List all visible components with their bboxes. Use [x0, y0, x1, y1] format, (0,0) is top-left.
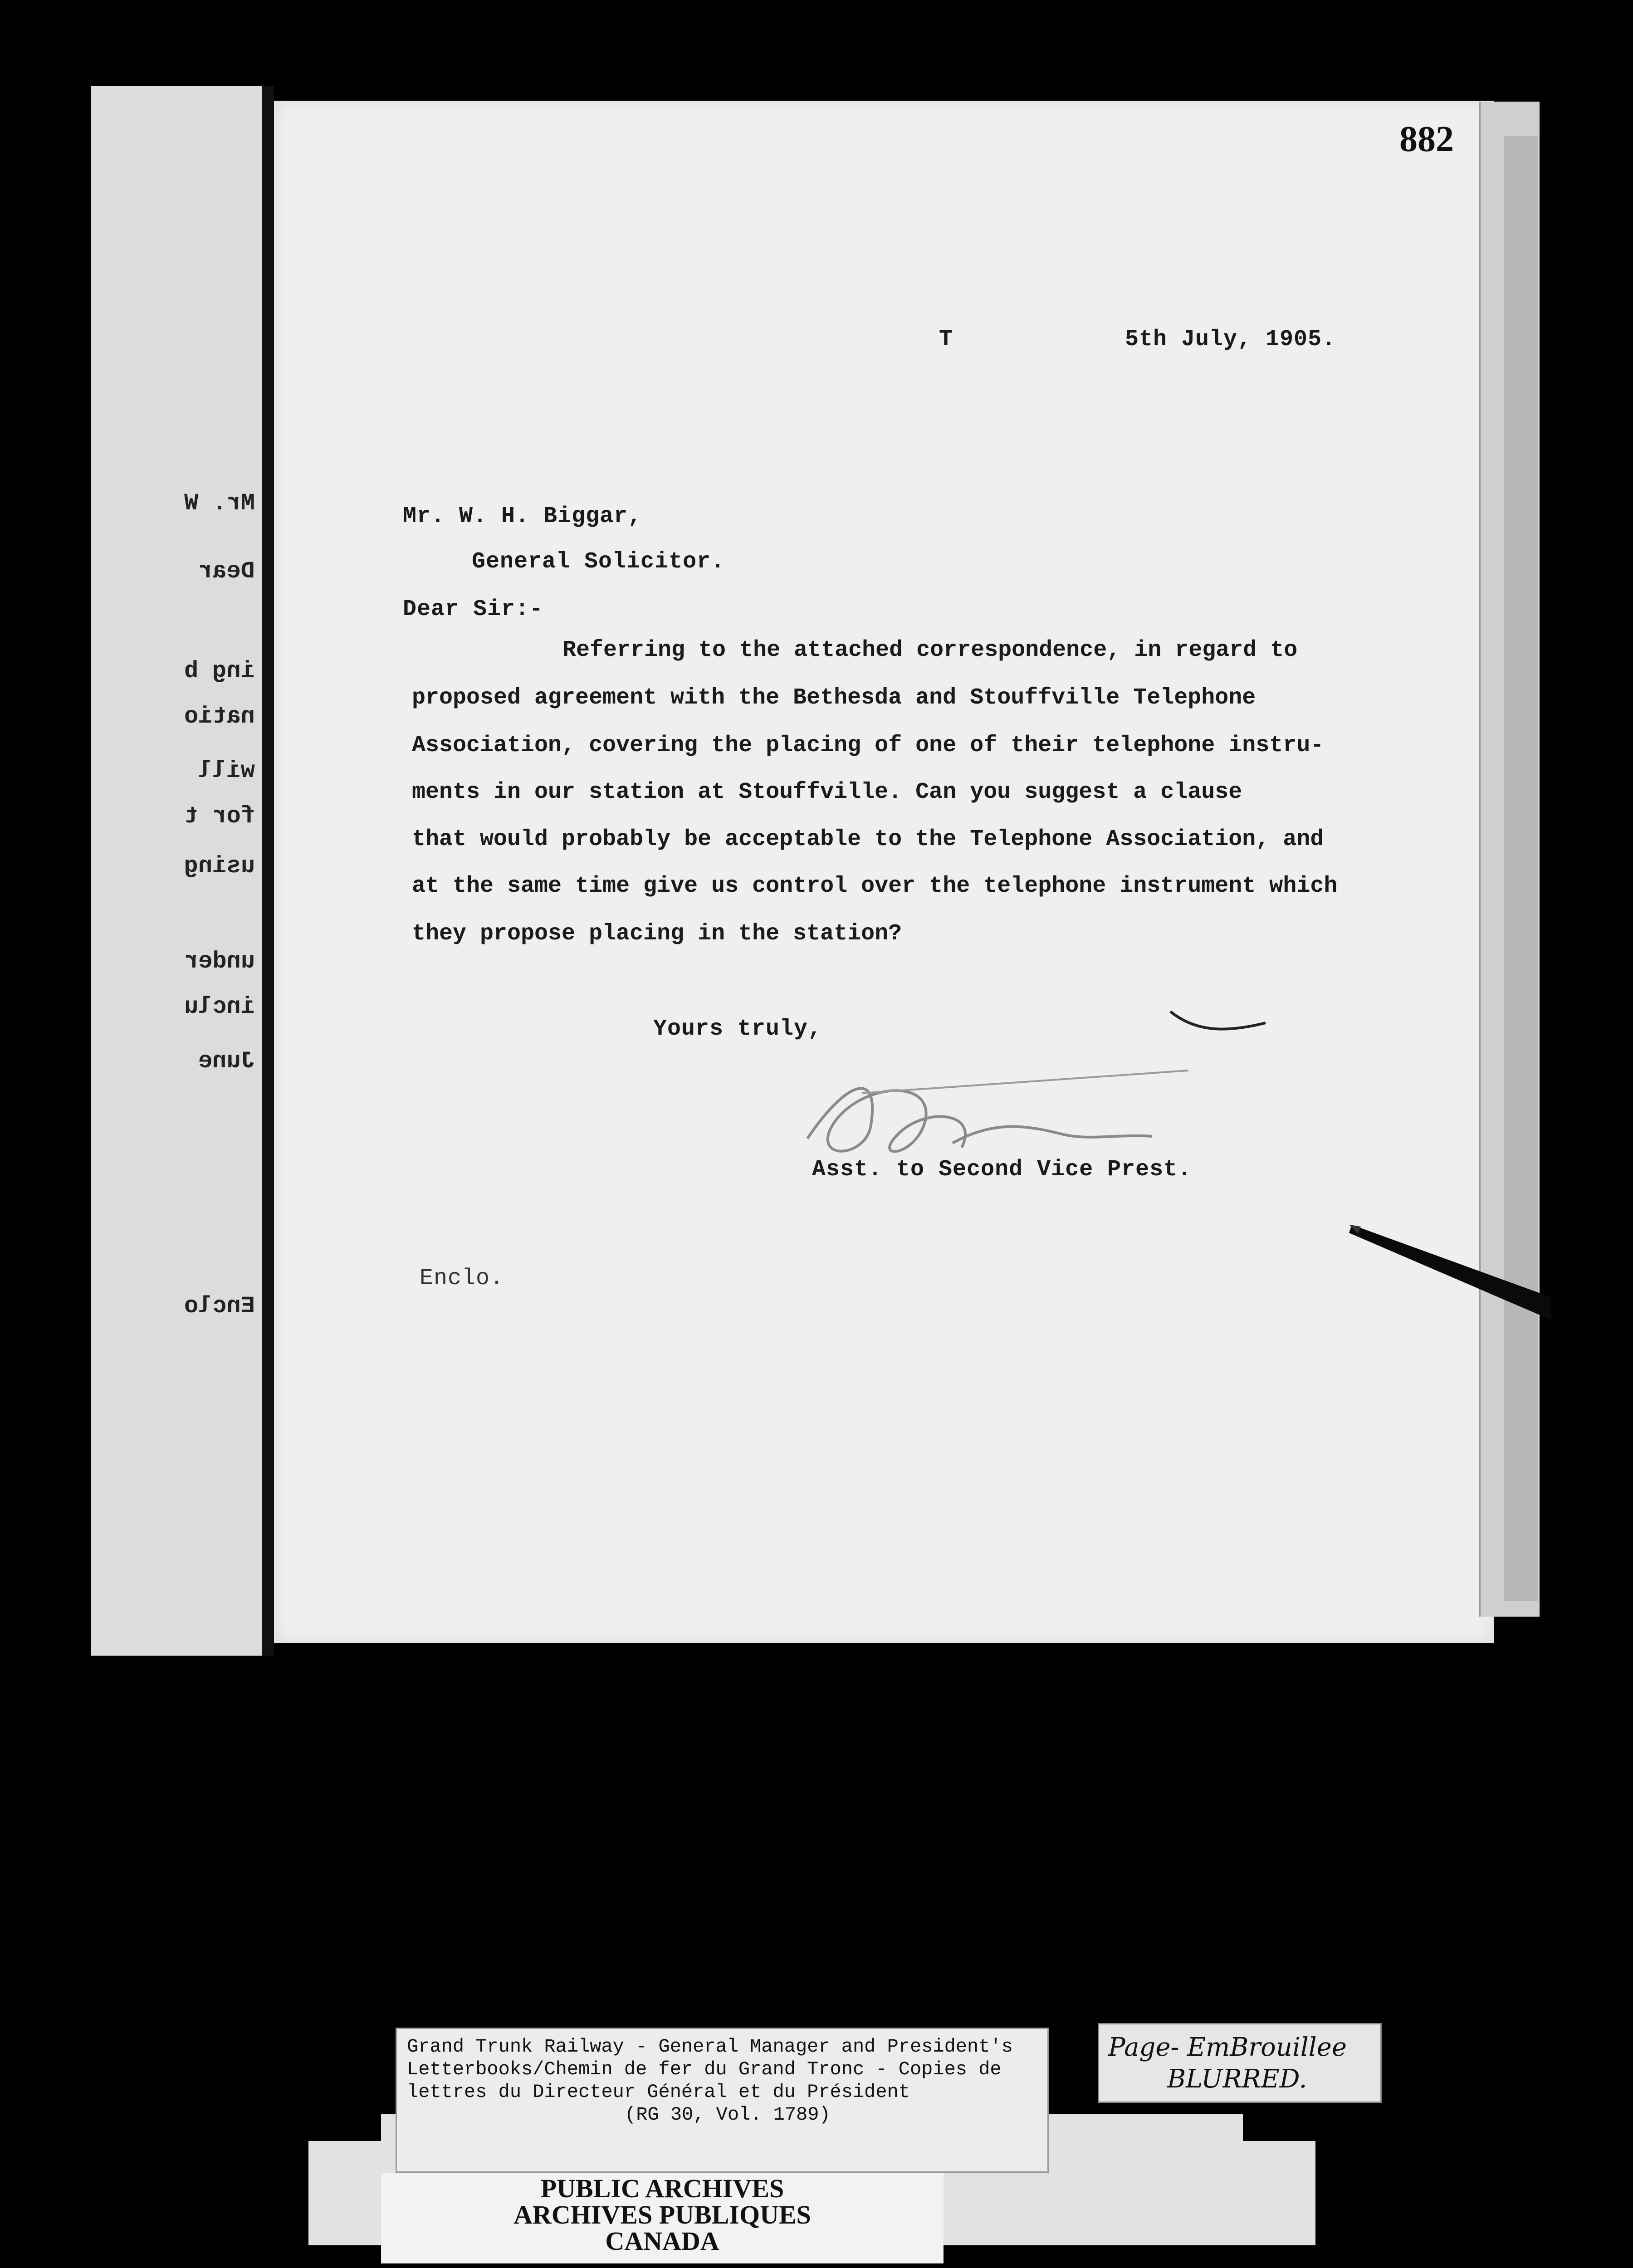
facing-fragment: for t — [184, 803, 255, 830]
facing-fragment: June — [198, 1048, 255, 1075]
label-line: Letterbooks/Chemin de fer du Grand Tronc - Copies de — [407, 2058, 1002, 2080]
facing-fragment: Enclo — [184, 1293, 255, 1320]
body-line: at the same time give us control over the telephone instrument which — [412, 873, 1338, 899]
facing-fragment: inclu — [184, 993, 255, 1020]
page-edge-shadow — [1504, 136, 1538, 1601]
letter-date: 5th July, 1905. — [1125, 327, 1336, 352]
binding-gutter — [262, 86, 274, 1656]
facing-page — [91, 86, 263, 1656]
facing-fragment: Dear — [198, 558, 255, 585]
header-mark: T — [939, 327, 953, 352]
body-line: proposed agreement with the Bethesda and Stouffville Telephone — [412, 685, 1256, 711]
archive-reference-label — [396, 2028, 1049, 2173]
salutation: Dear Sir:- — [403, 596, 544, 622]
facing-fragment: will — [198, 758, 255, 784]
body-line: Referring to the attached correspondence, in regard to — [562, 637, 1298, 663]
facing-fragment: ing b — [184, 658, 255, 684]
enclosure-note: Enclo. — [420, 1266, 504, 1291]
tab-notch — [1243, 2114, 1315, 2141]
tab-notch — [308, 2114, 381, 2141]
addressee-name: Mr. W. H. Biggar, — [403, 503, 642, 529]
stamp-line: ARCHIVES PUBLIQUES — [513, 2200, 811, 2229]
facing-fragment: under — [184, 948, 255, 975]
addressee-title: General Solicitor. — [472, 549, 725, 575]
note-line: Page- EmBrouillee — [1108, 2033, 1347, 2062]
stamp-line: CANADA — [605, 2226, 719, 2256]
body-line: Association, covering the placing of one of their telephone instru- — [412, 733, 1324, 758]
closing: Yours truly, — [653, 1016, 822, 1042]
facing-fragment: using — [184, 853, 255, 880]
label-line: Grand Trunk Railway - General Manager and President's — [407, 2036, 1013, 2058]
facing-fragment: natio — [184, 703, 255, 730]
archives-stamp — [381, 2173, 944, 2263]
label-line: lettres du Directeur Général et du Président — [407, 2081, 910, 2103]
label-line: (RG 30, Vol. 1789) — [625, 2104, 831, 2126]
signature-title: Asst. to Second Vice Prest. — [812, 1157, 1192, 1183]
note-line: BLURRED. — [1167, 2064, 1307, 2094]
facing-fragment: Mr. W — [184, 490, 255, 517]
pen-icon — [1343, 1207, 1551, 1325]
body-line: that would probably be acceptable to the Telephone Association, and — [412, 826, 1324, 852]
handwritten-note — [1098, 2023, 1382, 2103]
stamp-line: PUBLIC ARCHIVES — [540, 2174, 784, 2203]
body-line: they propose placing in the station? — [412, 921, 902, 947]
folio-number: 882 — [1399, 119, 1454, 159]
pencil-tick — [1166, 1002, 1275, 1039]
body-line: ments in our station at Stouffville. Can you suggest a clause — [412, 779, 1242, 805]
